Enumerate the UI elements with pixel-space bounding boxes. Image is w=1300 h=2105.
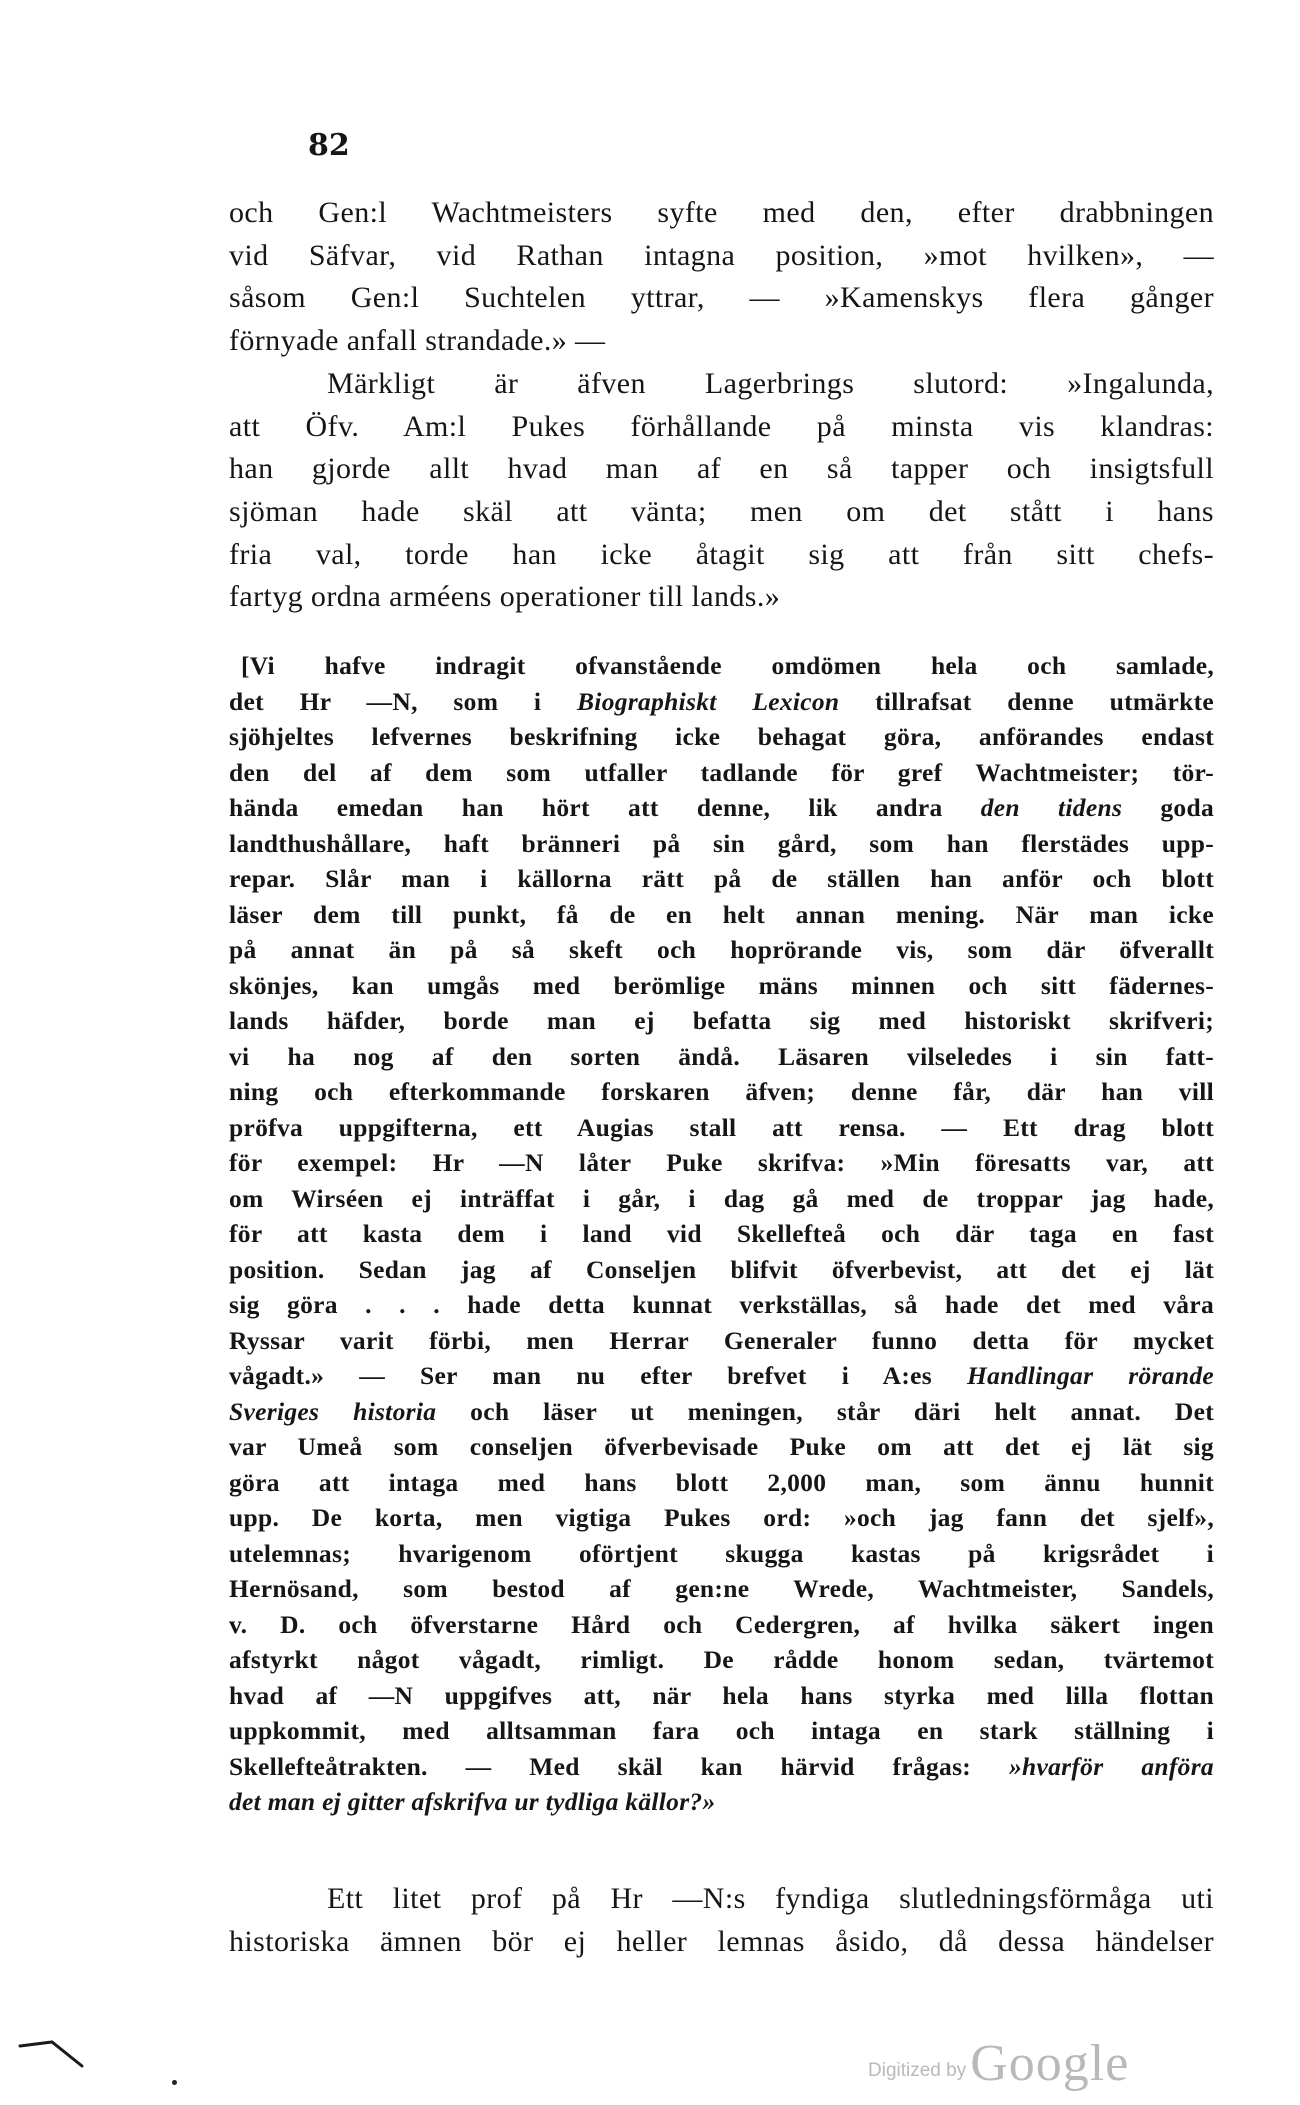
footnote-text bbox=[229, 648, 1214, 1820]
text-line: sjöman hade skäl att vänta; men om det stått i hans bbox=[229, 494, 1214, 528]
note-line: [Vi hafve indragit ofvanstående omdömen hela och samlade, bbox=[241, 651, 1214, 680]
note-line: Sveriges historia och läser ut meningen, står däri helt annat. Det bbox=[229, 1396, 1214, 1426]
text-line: och Gen:l Wachtmeisters syfte med den, efter drabbningen bbox=[229, 196, 1214, 229]
text-line: vid Säfvar, vid Rathan intagna position, »mot hvilken», — bbox=[229, 238, 1214, 272]
italic-question-end: det man ej gitter afskrifva ur tydliga källor?» bbox=[229, 1787, 716, 1816]
note-line: den del af dem som utfaller tadlande för gref Wachtmeister; tör- bbox=[229, 757, 1214, 787]
note-line: pröfva uppgifterna, ett Augias stall att rensa. — Ett drag blott bbox=[229, 1112, 1214, 1142]
note-line: det Hr —N, som i Biographiskt Lexicon tillrafsat denne utmärkte bbox=[229, 686, 1214, 716]
text-line: såsom Gen:l Suchtelen yttrar, — »Kamenskys flera gånger bbox=[229, 281, 1214, 315]
body-text bbox=[229, 192, 1214, 619]
closing-text bbox=[229, 1878, 1214, 1963]
note-line: v. D. och öfverstarne Hård och Cedergren, af hvilka säkert ingen bbox=[229, 1609, 1214, 1639]
note-line: utelemnas; hvarigenom oförtjent skugga kastas på krigsrådet i bbox=[229, 1538, 1214, 1568]
note-line: repar. Slår man i källorna rätt på de ställen han anför och blott bbox=[229, 864, 1214, 893]
italic-lexicon: Biographiskt Lexicon bbox=[577, 686, 840, 716]
note-line: lands häfder, borde man ej befatta sig med historiskt skrifveri; bbox=[229, 1006, 1214, 1035]
italic-tidens: den tidens bbox=[980, 793, 1123, 822]
note-line: landthushållare, haft bränneri på sin gård, som han flerstädes upp- bbox=[229, 828, 1214, 858]
note-line: vågadt.» — Ser man nu efter brefvet i A:es Handlingar rörande bbox=[229, 1361, 1214, 1390]
note-line: hända emedan han hört att denne, lik andra den tidens goda bbox=[229, 793, 1215, 822]
watermark-prefix: Digitized by bbox=[868, 2060, 967, 2081]
note-line: göra att intaga med hans blott 2,000 man, som ännu hunnit bbox=[229, 1467, 1214, 1497]
italic-sveriges: Sveriges historia bbox=[229, 1396, 437, 1426]
note-line: uppkommit, med alltsamman fara och intaga en stark ställning i bbox=[229, 1716, 1214, 1745]
italic-question: »hvarför anföra bbox=[1008, 1751, 1214, 1781]
note-line: position. Sedan jag af Conseljen blifvit öfverbevist, att det ej lät bbox=[229, 1254, 1214, 1284]
text-line: förnyade anfall strandade.» — bbox=[229, 324, 606, 358]
text-line: fria val, torde han icke åtagit sig att från sitt chefs- bbox=[229, 537, 1214, 571]
text-line: han gjorde allt hvad man af en så tapper och insigtsfull bbox=[229, 452, 1214, 486]
digitized-watermark bbox=[868, 2034, 1129, 2093]
note-line: skönjes, kan umgås med berömlige mäns minnen och sitt fädernes- bbox=[229, 970, 1214, 1000]
text-line: Ett litet prof på Hr —N:s fyndiga slutledningsförmåga uti bbox=[327, 1882, 1214, 1915]
note-line: läser dem till punkt, få de en helt annan mening. När man icke bbox=[229, 899, 1214, 929]
note-line: Hernösand, som bestod af gen:ne Wrede, Wachtmeister, Sandels, bbox=[229, 1574, 1214, 1603]
stray-pen-mark bbox=[18, 2032, 88, 2072]
note-line: upp. De korta, men vigtiga Pukes ord: »och jag fann det sjelf», bbox=[229, 1503, 1214, 1532]
note-line: för att kasta dem i land vid Skellefteå och där taga en fast bbox=[229, 1219, 1214, 1248]
text-line: historiska ämnen bör ej heller lemnas åsido, då dessa händelser bbox=[229, 1924, 1214, 1958]
italic-handlingar: Handlingar rörande bbox=[967, 1361, 1214, 1390]
text-line: Märkligt är äfven Lagerbrings slutord: »Ingalunda, bbox=[327, 366, 1214, 400]
note-line: afstyrkt något vågadt, rimligt. De rådde honom sedan, tvärtemot bbox=[229, 1645, 1214, 1674]
note-line: vi ha nog af den sorten ändå. Läsaren vilseledes i sin fatt- bbox=[229, 1041, 1214, 1071]
note-line: Ryssar varit förbi, men Herrar Generaler funno detta för mycket bbox=[229, 1325, 1214, 1355]
note-line: på annat än på så skeft och hoprörande vis, som där öfverallt bbox=[229, 935, 1214, 964]
note-line: sig göra . . . hade detta kunnat verkställas, så hade det med våra bbox=[229, 1290, 1214, 1319]
stray-dot bbox=[172, 2080, 177, 2085]
page-number: 82 bbox=[308, 128, 350, 163]
note-line: för exempel: Hr —N låter Puke skrifva: »Min föresatts var, att bbox=[229, 1148, 1214, 1177]
note-line bbox=[229, 1784, 1214, 1820]
note-line: Skellefteåtrakten. — Med skäl kan härvid frågas: »hvarför anföra bbox=[229, 1751, 1214, 1781]
note-line: om Wirséen ej inträffat i går, i dag gå med de troppar jag hade, bbox=[229, 1183, 1214, 1213]
note-line: ning och efterkommande forskaren äfven; denne får, där han vill bbox=[229, 1077, 1214, 1106]
text-line: att Öfv. Am:l Pukes förhållande på minsta vis klandras: bbox=[229, 409, 1214, 443]
text-line: fartyg ordna arméens operationer till lands.» bbox=[229, 580, 781, 614]
note-line: hvad af —N uppgifves att, när hela hans styrka med lilla flottan bbox=[229, 1680, 1214, 1710]
note-line: var Umeå som conseljen öfverbevisade Puke om att det ej lät sig bbox=[229, 1432, 1214, 1461]
google-logo: Google bbox=[970, 2035, 1130, 2092]
note-line: sjöhjeltes lefvernes beskrifning icke behagat göra, anförandes endast bbox=[229, 722, 1214, 751]
